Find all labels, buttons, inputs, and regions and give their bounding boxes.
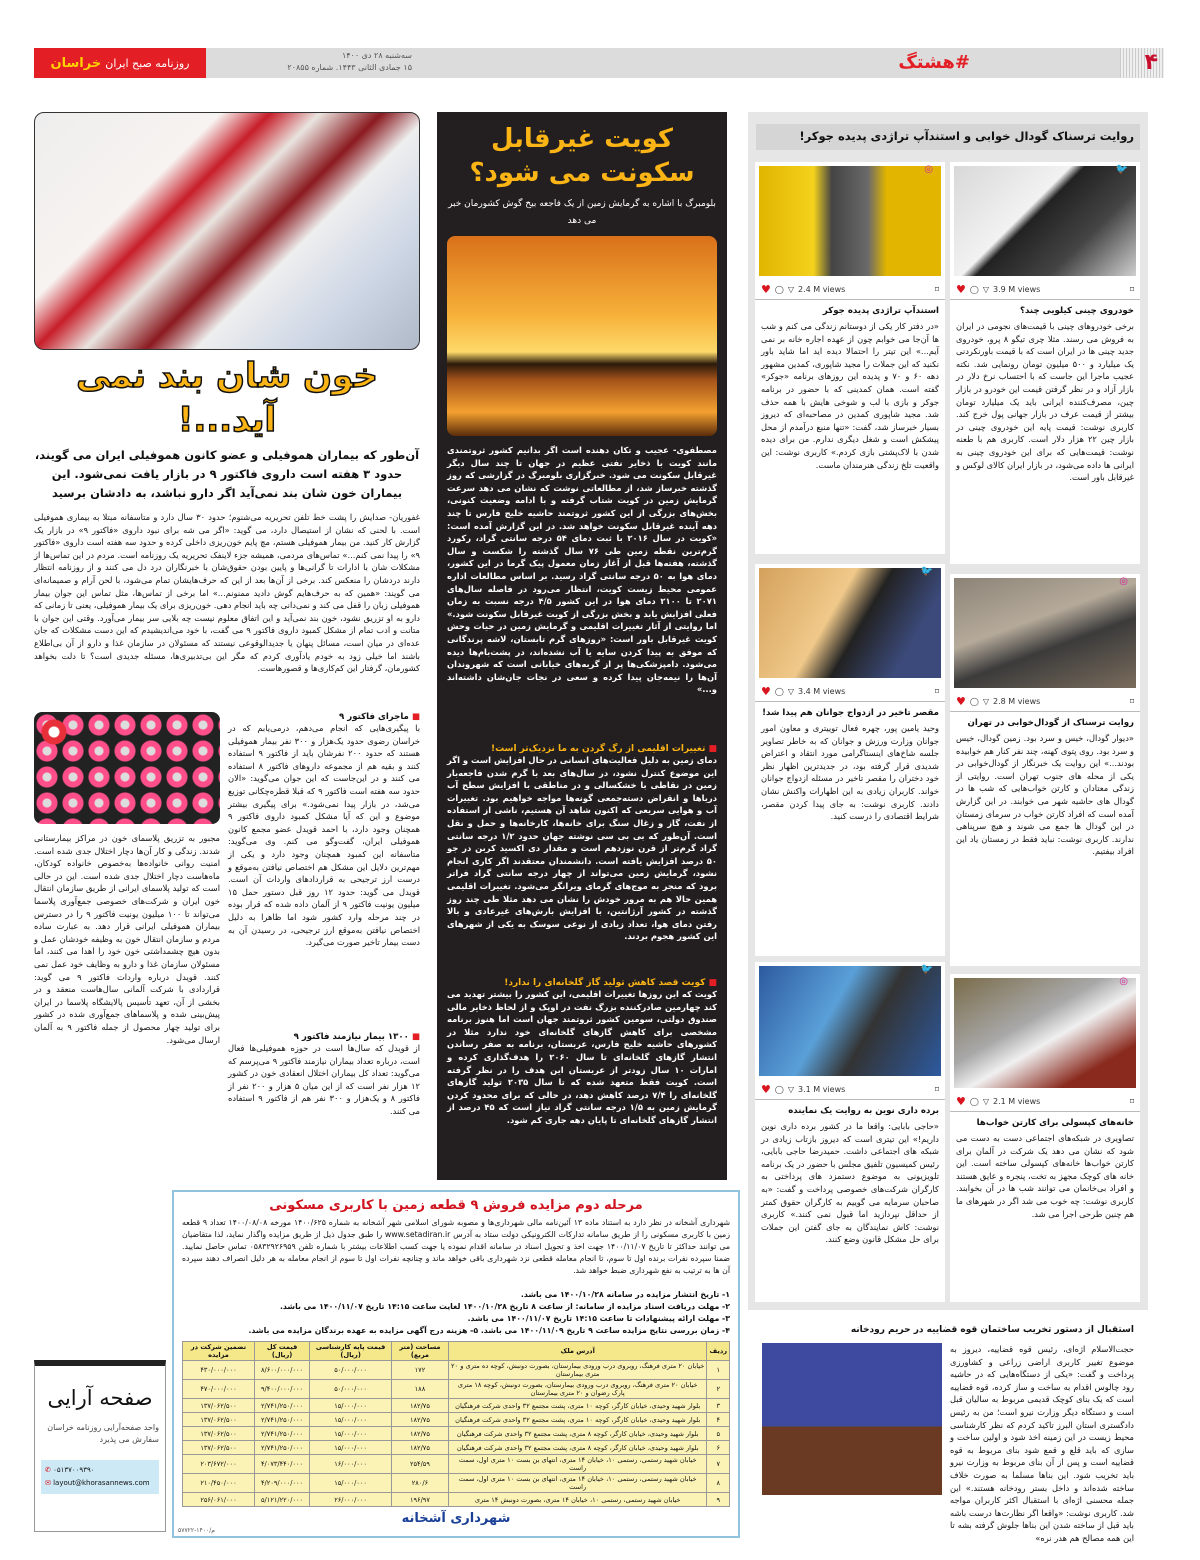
- comment-icon[interactable]: ◯: [774, 285, 784, 294]
- table-row: [183, 1380, 730, 1399]
- post-photo: [759, 568, 941, 678]
- table-cell: ۲/۷۴۱/۲۵۰/۰۰۰: [254, 1427, 309, 1441]
- post-title: خانه‌های کپسولی برای کارتن خواب‌ها: [976, 1118, 1134, 1128]
- share-icon[interactable]: ▽: [787, 687, 794, 696]
- table-header: آدرس ملک: [448, 1342, 707, 1361]
- table-cell: ۱۵/۰۰۰/۰۰۰: [310, 1413, 392, 1427]
- share-icon[interactable]: ▽: [982, 1097, 989, 1106]
- heart-icon[interactable]: ♥: [761, 685, 771, 698]
- post-stats: ♥ ◯ ▽ 3.1 M views ⌑: [755, 1080, 945, 1100]
- post-photo: [759, 966, 941, 1076]
- table-cell: ۵/۱۲۱/۲۲۰/۰۰۰: [254, 1493, 309, 1507]
- judiciary-article: استقبال از دستور تخریب ساختمان قوه قضاییه در حریم رودخانه حجت‌الاسلام اژه‌ای، رئیس قوه قضاییه، دیروز به موضوع تغییر کاربری اراضی زراعی و کشاورزی پرداخت و گفت: «یکی از دستگاه‌هایی که در حاشیه رود چالوس اقدام به ساخت و ساز کرده، قوه قضاییه است که یک بنای کوچک قدیمی مربوط به سالیان قبل است و دستگاه دیگر وزارت نیرو است؛ من به رئیس دادگستری استان البرز تاکید کردم که نظر کارشناسی محیط زیست در این زمینه اخذ شود و اولین ساخت و سازی که باید قلع و قمع شود بنای مربوط به قوه قضاییه است و پس از آن بنای مربوط به وزارت نیرو باید تخریب شود. این بناها مسلما به صورت خلاف ساخته شده‌اند و داخل بستر رودخانه هستند.» این جمله محسنی اژه‌ای با استقبال اکثر کاربران مواجه شد. کاربری نوشت: «واقعا اگر نظارت‌ها درست باشه باید قبل از ساخته شدن این بناها جلوش گرفته بشه تا این همه مصالح هم هدر نره»: [756, 1318, 1140, 1540]
- layout-service-ad: صفحه آرایی واحد صفحه‌آرایی روزنامه خراسان سفارش می پذیرد ✆ ۰۵۱۳۷۰۰۹۳۹۰ ✉ layout@khorasannews.com: [34, 1360, 166, 1532]
- table-header: مساحت (متر مربع): [392, 1342, 449, 1361]
- table-cell: ۲۸۰/۶: [392, 1474, 449, 1493]
- table-cell: ۵۰/۰۰۰/۰۰۰: [310, 1361, 392, 1380]
- table-cell: ۴/۲۰۹/۰۰۰/۰۰۰: [254, 1474, 309, 1493]
- post-body: «در دفتر کار یکی از دوستانم زندگی می کنم و شب ها آن‌جا می خوابم چون از عهده اجاره خانه بر نمی آیم...» این تیتر را احتمالا دیده اید اما شاید باور نکنید که این جملات را مجید شاپوری، کمدین مشهور دهه ۶۰ و ۷۰ و پدیده این روزهای برنامه «جوکر» گفته است. همان کمدینی که با حضور در برنامه جوکر و بازی با لب و شوخی هایش با همه حذف شد. مجید شاپوری کمدین در مصاحبه‌ای که دیروز بسیار خبرساز شد، گفت: «تنها منبع درآمدم از محل پیشکش است و شغل دیگری ندارم. من برای دیده شدن با لاک‌پشتی بازی کردم.» کاربری نوشت: این واقعیت تلخ زندگی هنرمندان ماست.: [761, 321, 939, 470]
- phone-icon: ✆: [45, 1466, 51, 1474]
- table-cell: ۱۶/۰۰۰/۰۰۰: [310, 1455, 392, 1474]
- blood-lead: آن‌طور که بیماران هموفیلی و عضو کانون هموفیلی ایران می گویند، حدود ۳ هفته است داروی فاکتور ۹ در بازار یافت نمی‌شود. این بیماران خون شان بند نمی‌آید اگر دارو نباشد، به دادشان برسید: [34, 448, 420, 500]
- table-cell: ۵: [707, 1427, 730, 1441]
- table-header: قیمت کل (ریال): [254, 1342, 309, 1361]
- table-cell: ۴: [707, 1413, 730, 1427]
- table-cell: بلوار شهید وحیدی، خیابان کارگر، کوچه ۱۰ متری، پشت مجتمع ۳۲ واحدی شرکت فرهنگیان: [448, 1413, 707, 1427]
- instagram-icon: ◎: [1119, 576, 1128, 587]
- table-row: [183, 1413, 730, 1427]
- table-cell: ۲: [707, 1380, 730, 1399]
- table-cell: ۱۵/۰۰۰/۰۰۰: [310, 1474, 392, 1493]
- twitter-icon: 🐦: [1115, 164, 1128, 175]
- table-cell: ۱: [707, 1361, 730, 1380]
- table-row: [183, 1427, 730, 1441]
- social-section-title: روایت ترسناک گودال خوابی و استندآپ تراژدی پدیده جوکر!: [756, 124, 1140, 150]
- bookmark-icon[interactable]: ⌑: [934, 285, 939, 294]
- judiciary-chief-photo: [762, 1343, 942, 1495]
- table-row: [183, 1441, 730, 1455]
- social-post-card[interactable]: [755, 564, 945, 956]
- table-cell: ۲/۷۴۱/۲۵۰/۰۰۰: [254, 1441, 309, 1455]
- table-cell: ۲۰۳/۶۷۲/۰۰۰: [183, 1455, 255, 1474]
- bookmark-icon[interactable]: ⌑: [934, 687, 939, 696]
- table-cell: ۱۸۲/۷۵: [392, 1441, 449, 1455]
- table-row: [183, 1474, 730, 1493]
- post-stats: ♥ ◯ ▽ 3.4 M views ⌑: [755, 682, 945, 702]
- post-photo: [759, 166, 941, 276]
- auction-condition: ۲- مهلت دریافت اسناد مزایده از سامانه: از ساعت ۸ تاریخ ۱۴۰۰/۱۰/۲۸ لغایت ساعت ۱۴:۱۵ تاریخ ۱۴۰۰/۱۱/۰۷ می باشد.: [279, 1302, 730, 1311]
- table-cell: خیابان ۲۰ متری فرهنگ، روبروی درب ورودی بیمارستان، بصورت دونبش، کوچه ۱۸ متری پارک رضوان و ۲۰ متری بیمارستان: [448, 1380, 707, 1399]
- table-cell: ۴۳۰/۰۰۰/۰۰۰: [183, 1361, 255, 1380]
- auction-condition: ۳- مهلت ارائه پیشنهادات تا ساعت ۱۴:۱۵ تاریخ ۱۴۰۰/۱۱/۰۷ می باشد.: [467, 1314, 730, 1323]
- social-post-card[interactable]: [755, 162, 945, 554]
- kuwait-headline: کویت غیرقابل سکونت می شود؟: [469, 124, 695, 188]
- auction-ad: مرحله دوم مزایده فروش ۹ قطعه زمین با کاربری مسکونی شهرداری آشخانه در نظر دارد به استناد ماده ۱۳ آئین‌نامه مالی شهرداری‌ها و مصوبه شورای اسلامی شهر آشخانه به شماره ۱۴۰۰/۶۲۵ مورخه ۱۴۰۰/۰۸/۰۸ تعداد ۹ قطعه زمین با کاربری مسکونی را از طریق سامانه تدارکات الکترونیکی دولت ستاد به آدرس www.setadiran.ir را طبق جدول ذیل از طریق مزایده واگذار نماید، لذا متقاضیان می توانند حداکثر تا تاریخ ۱۴۰۰/۱۱/۰۷ جهت اخذ و تحویل اسناد در سامانه اقدام نموده یا جهت کسب اطلاعات بیشتر با شماره تلفن ۰۵۸۳۲۹۲۶۹۵۹ تماس حاصل نمایید. ضمنا سپرده نفرات برنده اول تا سوم، تا انجام معامله قطعی نزد شهرداری باقی خواهد ماند و چنانچه نفرات اول تا سوم از انجام معامله به هر دلیل انصراف دهند سپرده آن ها به ترتیب به نفع شهرداری ضبط خواهد شد. ۱- تاریخ انتشار مزایده در سامانه ۱۴۰۰/۱۰/۲۸ می باشد. ۲- مهلت دریافت اسناد مزایده از سامانه: از ساعت ۸ تاریخ ۱۴۰۰/۱۰/۲۸ لغایت ساعت ۱۴:۱۵ تاریخ ۱۴۰۰/۱۱/۰۷ می باشد. ۳- مهلت ارائه پیشنهادات تا ساعت ۱۴:۱۵ تاریخ ۱۴۰۰/۱۱/۰۷ می باشد. ۴- زمان بررسی نتایج مزایده ساعت ۹ تاریخ ۱۴۰۰/۱۱/۰۹ می باشد. ۵- هزینه درج آگهی مزایده به عهده برندگان مزایده می باشد. ردیف آدرس ملک مساحت (متر مربع) قیمت پایه کارشناسی (ریال) قیمت کل (ریال) تضمین شرکت در مزایده ۱ خیابان ۲۰ متری فرهنگ، روبروی درب ورودی بیمارستان، بصورت دونبش، کوچه ده متری و ۲۰ متری بیمارستان ۱۷۲ ۵۰/۰۰۰/۰۰۰ ۸/۶۰۰/۰۰۰/۰۰۰ ۴۳۰/۰۰۰/۰۰۰ ۲ خیابان ۲۰ متری فرهنگ، روبروی درب ورودی بیمارستان، بصورت دونبش، کوچه ۱۸ متری پارک رضوان و ۲۰ متری بیمارستان ۱۸۸ ۵۰/۰۰۰/۰۰۰ ۹/۴۰۰/۰۰۰/۰۰۰ ۴۷۰/۰۰۰/۰۰۰ ۳ بلوار شهید وحیدی، خیابان کارگر، کوچه ۱۰ متری، پشت مجتمع ۳۲ واحدی شرکت فرهنگیان ۱۸۲/۷۵ ۱۵/۰۰۰/۰۰۰ ۲/۷۴۱/۲۵۰/۰۰۰ ۱۳۷/۰۶۲/۵۰۰ ۴ بلوار شهید وحیدی، خیابان کارگر، کوچه ۱۰ متری، پشت مجتمع ۳۲ واحدی شرکت فرهنگیان ۱۸۲/۷۵ ۱۵/۰۰۰/۰۰۰ ۲/۷۴۱/۲۵۰/۰۰۰ ۱۳۷/۰۶۲/۵۰۰ ۵ بلوار شهید وحیدی، خیابان کارگر، کوچه ۸ متری، پشت مجتمع ۳۲ واحدی شرکت فرهنگیان ۱۸۲/۷۵ ۱۵/۰۰۰/۰۰۰ ۲/۷۴۱/۲۵۰/۰۰۰ ۱۳۷/۰۶۲/۵۰۰ ۶ بلوار شهید وحیدی، خیابان کارگر، کوچه ۸ متری، پشت مجتمع ۳۲ واحدی شرکت فرهنگیان ۱۸۲/۷۵ ۱۵/۰۰۰/۰۰۰ ۲/۷۴۱/۲۵۰/۰۰۰ ۱۳۷/۰۶۲/۵۰۰ ۷ خیابان شهید رستمی، رستمی ۱۰، خیابان ۱۴ متری، انتهای بن بست ۱۰ متری اول، سمت راست ۲۵۴/۵۹ ۱۶/۰۰۰/۰۰۰ ۴/۰۷۳/۴۴۰/۰۰۰ ۲۰۳/۶۷۲/۰۰۰ ۸ خیابان شهید رستمی، رستمی ۱۰، خیابان ۱۴ متری، انتهای بن بست ۱۰ متری اول، سمت راست ۲۸۰/۶ ۱۵/۰۰۰/۰۰۰ ۴/۲۰۹/۰۰۰/۰۰۰ ۲۱۰/۴۵۰/۰۰۰ ۹ خیابان شهید رستمی، رستمی ۱۰، خیابان ۱۴ متری، بصورت دونبش ۱۴ متری ۱۹۶/۹۷ ۲۶/۰۰۰/۰۰۰ ۵/۱۲۱/۲۲۰/۰۰۰ ۲۵۶/۰۶۱/۰۰۰ شهرداری آشخانه م/۱۴۰۰-۵۷۷۲۲: [172, 1190, 740, 1538]
- twitter-icon: 🐦: [920, 566, 933, 577]
- newspaper-logo[interactable]: خراسان روزنامه صبح ایران: [34, 48, 206, 78]
- post-title: استندآپ تراژدی پدیده جوکر: [822, 306, 939, 316]
- heart-icon[interactable]: ♥: [761, 1083, 771, 1096]
- blood-column-right: ■ ماجرای فاکتور ۹ با پیگیری‌هایی که انجام می‌دهم، درمی‌یابم که در خراسان رضوی حدود یک‌هزار و ۳۰۰ نفر بیمار هموفیلی هستند که حدود ۲۰۰ نفرشان باید از فاکتور ۹ استفاده کنند و بقیه هم از مجموعه داروهای فاکتور ۸ استفاده می کنند و در این‌جاست که این جوان می‌گوید: «الان حدود سه هفته است فاکتور ۹ که قبلا قطره‌چکانی توزیع می‌شد، در بازار پیدا نمی‌شود.» برای پیگیری بیشتر موضوع و این که آیا مشکل کمبود داروی فاکتور ۹ همچنان وجود دارد، با احمد قویدل عضو مجمع کانون هموفیلی ایران، گفت‌وگو می کنم. وی می‌گوید: متاسفانه این کمبود همچنان وجود دارد و یکی از مهم‌ترین دلایل این مشکل هم اختصاص نیافتن به‌موقع و درست ارز ترجیحی به قراردادهای واردات آن است. قویدل می گوید: حدود ۱۲ روز قبل دستور حمل ۱۵ میلیون یونیت فاکتور ۹ از آلمان داده شده که قرار بوده در چند مرحله وارد کشور شود اما ظاهرا به دلیل اختصاص نیافتن به‌موقع ارز ترجیحی، در رسیدن آن به دست بیمار تاخیر صورت می‌گیرد. ■ ۱۳۰۰ بیمار نیازمند فاکتور ۹ از قویدل که سال‌ها است در حوزه هموفیلی‌ها فعال است، درباره تعداد بیماران نیازمند فاکتور ۹ می‌پرسم که می‌گوید: تعداد کل بیماران اختلال انعقادی خون در کشور ۱۲ هزار نفر است که از این میان ۵ هزار و ۲۰۰ نفر از فاکتور ۸ و یک‌هزار و ۳۰۰ نفر هم از فاکتور ۹ استفاده می کنند.: [228, 712, 420, 1327]
- post-stats: ♥ ◯ ▽ 3.9 M views ⌑: [950, 280, 1140, 300]
- table-cell: ۸/۶۰۰/۰۰۰/۰۰۰: [254, 1361, 309, 1380]
- social-post-card[interactable]: [950, 574, 1140, 966]
- share-icon[interactable]: ▽: [787, 1085, 794, 1094]
- table-cell: ۹/۴۰۰/۰۰۰/۰۰۰: [254, 1380, 309, 1399]
- table-cell: ۵۰/۰۰۰/۰۰۰: [310, 1380, 392, 1399]
- table-cell: ۲۵۴/۵۹: [392, 1455, 449, 1474]
- table-cell: ۸: [707, 1474, 730, 1493]
- table-header: تضمین شرکت در مزایده: [183, 1342, 255, 1361]
- kuwait-lead: بلومبرگ با اشاره به گرمایش زمین از یک فاجعه بیخ گوش کشورمان خبر می دهد: [448, 199, 716, 226]
- auction-signature: شهرداری آشخانه: [401, 1511, 511, 1526]
- table-cell: ۱۸۲/۷۵: [392, 1399, 449, 1413]
- table-row: [183, 1455, 730, 1474]
- table-cell: ۱۸۲/۷۵: [392, 1427, 449, 1441]
- email-row[interactable]: ✉ layout@khorasannews.com: [45, 1479, 150, 1487]
- table-cell: ۶: [707, 1441, 730, 1455]
- table-cell: ۱۳۷/۰۶۲/۵۰۰: [183, 1413, 255, 1427]
- table-cell: خیابان شهید رستمی، رستمی ۱۰، خیابان ۱۴ متری، انتهای بن بست ۱۰ متری اول، سمت راست: [448, 1455, 707, 1474]
- table-row: [183, 1399, 730, 1413]
- table-cell: ۱۳۷/۰۶۲/۵۰۰: [183, 1427, 255, 1441]
- table-cell: ۱۸۸: [392, 1380, 449, 1399]
- table-cell: بلوار شهید وحیدی، خیابان کارگر، کوچه ۸ متری، پشت مجتمع ۳۲ واحدی شرکت فرهنگیان: [448, 1427, 707, 1441]
- bookmark-icon[interactable]: ⌑: [934, 1085, 939, 1094]
- table-header: ردیف: [707, 1342, 730, 1361]
- blood-bag-photo: [34, 112, 420, 350]
- table-cell: ۱۹۶/۹۷: [392, 1493, 449, 1507]
- table-cell: ۱۳۷/۰۶۲/۵۰۰: [183, 1441, 255, 1455]
- heart-icon[interactable]: ♥: [956, 1095, 966, 1108]
- share-icon[interactable]: ▽: [982, 697, 989, 706]
- share-icon[interactable]: ▽: [982, 285, 989, 294]
- table-cell: ۲۱۰/۴۵۰/۰۰۰: [183, 1474, 255, 1493]
- post-stats: ♥ ◯ ▽ 2.8 M views ⌑: [950, 692, 1140, 712]
- share-icon[interactable]: ▽: [787, 285, 794, 294]
- post-body: تصاویری در شبکه‌های اجتماعی دست به دست می شود که نشان می دهد یک شرکت در آلمان برای کارتن خواب‌ها خانه‌های کپسولی ساخته است. این خانه های کوچک مجهز به تخت، پنجره و عایق هستند و افراد بی‌خانمان می توانند شب ها در آن بخوابند. کاربری نوشت: چه خوب می شد اگر در شهرهای ما هم چنین طرحی اجرا می شد.: [956, 1133, 1134, 1219]
- post-photo: [954, 166, 1136, 276]
- social-post-card[interactable]: [950, 974, 1140, 1302]
- post-title: خودروی چینی کیلویی چند؟: [1019, 306, 1134, 316]
- post-title: مقصر تاخیر در ازدواج جوانان هم پیدا شد!: [762, 708, 939, 718]
- blood-headline: خون شان بند نمی آید...!: [76, 356, 378, 440]
- ad-code: م/۱۴۰۰-۵۷۷۲۲: [178, 1527, 215, 1534]
- table-cell: خیابان ۲۰ متری فرهنگ، روبروی درب ورودی بیمارستان، بصورت دونبش، کوچه ده متری و ۲۰ متری بیمارستان: [448, 1361, 707, 1380]
- social-post-card[interactable]: [950, 162, 1140, 564]
- page-number: ۴: [1120, 48, 1164, 78]
- post-stats: ♥ ◯ ▽ 2.1 M views ⌑: [950, 1092, 1140, 1112]
- social-post-card[interactable]: [755, 962, 945, 1302]
- issue-date: سه‌شنبه ۲۸ دی ۱۴۰۰ ۱۵ جمادی الثانی ۱۴۴۳. شماره ۲۰۸۵۵: [287, 51, 412, 72]
- table-row: [183, 1361, 730, 1380]
- comment-icon[interactable]: ◯: [774, 1085, 784, 1094]
- table-cell: ۱۷۲: [392, 1361, 449, 1380]
- post-photo: [954, 578, 1136, 688]
- table-cell: ۹: [707, 1493, 730, 1507]
- table-cell: بلوار شهید وحیدی، خیابان کارگر، کوچه ۸ متری، پشت مجتمع ۳۲ واحدی شرکت فرهنگیان: [448, 1441, 707, 1455]
- heart-icon[interactable]: ♥: [956, 283, 966, 296]
- blood-body: غفوریان- صدایش را پشت خط تلفن تحریریه می‌شنوم؛ حدود ۳۰ سال دارد و متاسفانه مبتلا به بیماری هموفیلی است. با لحنی که نشان از استیصال دارد، می گوید: «اگر می شه برای نبود داروی «فاکتور ۹» در بازار یک گزارش کار کنید. من بیمار هموفیلی هستم، مچ پایم خون‌ریزی داخلی کرده و حدود سه هفته است داروی «فاکتور ۹» را پیدا نمی کنم...» تماس‌های مردمی، همیشه جزء لاینفک تحریریه یک روزنامه است. مردم در این تماس‌ها از مشکلات شان با ادارات تا گرانی‌ها و پایین بودن حقوق‌شان با خبرنگاران درد دل می کنند و از روزنامه انتظار دارند دردشان را منعکس کند. برخی از آن‌ها بعد از این که حرف‌هایشان تمام می‌شود، با لحن آرام و صمیمانه‌ای می گویند: «همین که به حرف‌هایم گوش دادید ممنونم...» اما برخی از تماس‌ها، مثل تماس این جوان بیمار هموفیلی زبان را قفل می کند و نمی‌دانی چه باید انجام دهی. خون‌ریزی برای یک بیمار هموفیلی، یعنی تا زمانی که دارو به او تزریق نشود، خون بند نمی‌آید و این اتفاق معلوم نیست چه بلایی سر بیمار می‌آورد. وقتی این جوان با متانت و ادب تمام از مشکل کمبود داروی فاکتور ۹ می گفت، با خود می‌اندیشیدم که این دست مشکلات که جان عده‌ای در میان است، مسائل پنهان یا جدیدالوقوعی نیستند که مسئولان در سازمان غذا و دارو از آن بی‌اطلاع باشند اما خیلی زود به خودم یادآوری کردم که مگر این بی‌تدبیری‌ها، مسئله جدیدی است؟ تا دلت بخواهد کشورمان، گرفتار این کم‌کاری‌ها و قصورهاست.: [34, 512, 420, 674]
- table-cell: ۱۸۲/۷۵: [392, 1413, 449, 1427]
- table-cell: ۷: [707, 1455, 730, 1474]
- blood-article-top: [34, 354, 420, 698]
- table-row: [183, 1493, 730, 1507]
- table-cell: ۴۷۰/۰۰۰/۰۰۰: [183, 1380, 255, 1399]
- section-title: #هشتگ: [898, 52, 970, 73]
- table-cell: ۴/۰۷۳/۴۴۰/۰۰۰: [254, 1455, 309, 1474]
- table-cell: ۲۶/۰۰۰/۰۰۰: [310, 1493, 392, 1507]
- judiciary-body: حجت‌الاسلام اژه‌ای، رئیس قوه قضاییه، دیروز به موضوع تغییر کاربری اراضی زراعی و کشاورزی پرداخت و گفت: «یکی از دستگاه‌هایی که در حاشیه رود چالوس اقدام به ساخت و ساز کرده، قوه قضاییه است که یک بنای کوچک قدیمی مربوط به سالیان قبل است و دستگاه دیگر وزارت نیرو است؛ من به رئیس دادگستری استان البرز تاکید کردم که نظر کارشناسی محیط زیست در این زمینه اخذ شود و اولین ساخت و سازی که باید قلع و قمع شود بنای مربوط به قوه قضاییه است و پس از آن بنای مربوط به وزارت نیرو باید تخریب شود. این بناها مسلما به صورت خلاف ساخته شده‌اند و داخل بستر رودخانه هستند.» این جمله محسنی اژه‌ای با استقبال اکثر کاربران مواجه شد. کاربری نوشت: «واقعا اگر نظارت‌ها درست باشه باید قبل از ساخته شدن این بناها جلوش گرفته بشه تا این همه مصالح هم هدر نره»: [950, 1344, 1134, 1543]
- table-cell: خیابان شهید رستمی، رستمی ۱۰، خیابان ۱۴ متری، بصورت دونبش ۱۴ متری: [448, 1493, 707, 1507]
- post-body: «دیوار گودال، خیس و سرد بود. زمین گودال، خیس و سرد بود. روی پتوی کهنه، چند نفر کنار هم خوابیده بودند...» این روایت یک خبرنگار از گودال‌خوابی در یکی از محله های جنوب تهران است. روایتی از زندگی معتادان و کارتن خواب‌هایی که شب ها در گودال های حاشیه شهر می خوابند. در این گزارش آمده است که افراد کارتن خواب در سرمای زمستان در این گودال ها جمع می شوند و هیچ سرپناهی ندارند. کاربری نوشت: نباید فقط در زمستان یاد این افراد بیفتیم.: [956, 733, 1134, 857]
- table-cell: بلوار شهید وحیدی، خیابان کارگر، کوچه ۱۰ متری، پشت مجتمع ۳۲ واحدی شرکت فرهنگیان: [448, 1399, 707, 1413]
- table-cell: ۱۳۷/۰۶۲/۵۰۰: [183, 1399, 255, 1413]
- table-cell: ۱۵/۰۰۰/۰۰۰: [310, 1441, 392, 1455]
- post-stats: ♥ ◯ ▽ 2.4 M views ⌑: [755, 280, 945, 300]
- comment-icon[interactable]: ◯: [969, 697, 979, 706]
- post-body: برخی خودروهای چینی با قیمت‌های نجومی در ایران به فروش می رسند. مثلا چری تیگو ۸ پرو، خودروی جدید چینی ها در ایران است که با قیمت باورنکردنی یک میلیارد و ۵۰۰ میلیون تومان رونمایی شد. نکته عجیب ماجرا این جاست که با احتساب نرخ دلار در بازار آزاد و در نظر گرفتن قیمت این خودرو در بازار چین، مصرف‌کننده ایرانی باید یک میلیارد تومان بیشتر از قیمت عرف در بازار جهانی پول خرج کند. کاربری نوشت: قیمت پایه این خودروی چینی در بازار چین ۲۲ هزار دلار است. کاربری هم با طعنه نوشت: قیمت‌هایی که برای این خودروی چینی به ایرانی ها داده می‌شود، در بازار ایران کالای لوکس و غیرقابل باور است.: [956, 321, 1134, 483]
- bookmark-icon[interactable]: ⌑: [1129, 1097, 1134, 1106]
- mail-icon: ✉: [45, 1479, 51, 1487]
- phone-row[interactable]: ✆ ۰۵۱۳۷۰۰۹۳۹۰: [45, 1466, 95, 1474]
- heart-icon[interactable]: ♥: [761, 283, 771, 296]
- table-cell: ۱۵/۰۰۰/۰۰۰: [310, 1399, 392, 1413]
- table-cell: ۲/۷۴۱/۲۵۰/۰۰۰: [254, 1399, 309, 1413]
- table-cell: ۲۵۶/۰۶۱/۰۰۰: [183, 1493, 255, 1507]
- table-cell: ۲/۷۴۱/۲۵۰/۰۰۰: [254, 1413, 309, 1427]
- twitter-icon: 🐦: [920, 964, 933, 975]
- comment-icon[interactable]: ◯: [969, 285, 979, 294]
- blood-column-left: مجبور به تزریق پلاسمای خون در مراکز بیمارستانی شدند. زندگی و کار آن‌ها دچار اختلال جدی شده است. امنیت روانی خانواده‌ها به‌خصوص خانواده کودکان، ماه‌هاست دچار اختلال جدی شده است. این در حالی است که تولید پلاسمای ایرانی از طریق سازمان انتقال خون ایران و شرکت‌های خصوصی جمع‌آوری پلاسما می‌تواند تا ۱۰۰ میلیون یونیت فاکتور ۹ را در دسترس بیماران هموفیلی ایرانی قرار دهد. به عبارت ساده مردم و سازمان انتقال خون به وظیفه خودشان عمل و بدون هیچ چشمداشتی خون خود را اهدا می کنند، اما مسئولان سازمان غذا و دارو به وظایف خود عمل نمی کنند. قویدل درباره واردات فاکتور ۹ می گوید: قراردادی با شرکت آلمانی سال‌هاست منعقد و در بخشی از آن، تعهد تأسیس پالایشگاه پلاسما در ایران پیش‌بینی شده و پلاسماهای جمع‌آوری شده در کشور برای تولید چهار محصول از جمله فاکتور ۹ به آلمان ارسال می‌شود.: [34, 833, 220, 1045]
- table-cell: خیابان شهید رستمی، رستمی ۱۰، خیابان ۱۴ متری، انتهای بن بست ۱۰ متری اول، سمت راست: [448, 1474, 707, 1493]
- post-photo: [954, 978, 1136, 1088]
- heart-icon[interactable]: ♥: [956, 695, 966, 708]
- auction-condition: ۱- تاریخ انتشار مزایده در سامانه ۱۴۰۰/۱۰/۲۸ می باشد.: [520, 1290, 730, 1299]
- comment-icon[interactable]: ◯: [969, 1097, 979, 1106]
- bookmark-icon[interactable]: ⌑: [1129, 285, 1134, 294]
- bookmark-icon[interactable]: ⌑: [1129, 697, 1134, 706]
- auction-condition: ۴- زمان بررسی نتایج مزایده ساعت ۹ تاریخ ۱۴۰۰/۱۱/۰۹ می باشد. ۵- هزینه درج آگهی مزایده به عهده برندگان مزایده می باشد.: [248, 1326, 730, 1335]
- table-cell: ۳: [707, 1399, 730, 1413]
- auction-table: [182, 1341, 730, 1507]
- comment-icon[interactable]: ◯: [774, 687, 784, 696]
- kuwait-sunset-photo: [447, 236, 717, 436]
- post-title: برده داری نوین به روایت یک نماینده: [788, 1106, 939, 1116]
- post-title: روایت ترسناک از گودال‌خوابی در تهران: [967, 718, 1134, 728]
- post-body: «حاجی بابایی: واقعا ما در کشور برده داری نوین داریم!» این تیتری است که دیروز بازتاب زیادی در شبکه های اجتماعی داشت. حمیدرضا حاجی بابایی، رئیس کمیسیون تلفیق مجلس با حضور در یک برنامه تلویزیونی به موضوع دستمزد های پرداختی به کارگران شرکت‌های خصوصی پرداخت و گفت: «به صاحبان سرمایه می گوییم به کارگران حقوق کمتر از حداقل نپردازید اما قبول نمی کنند.» کاربری نوشت: کاش نمایندگان به جای گفتن این جملات برای حل مشکل قانون وضع کنند.: [761, 1121, 939, 1245]
- instagram-icon: ◎: [924, 164, 933, 175]
- table-cell: ۱۵/۰۰۰/۰۰۰: [310, 1427, 392, 1441]
- test-tubes-photo: [34, 712, 220, 824]
- post-body: وحید یامین پور، چهره فعال توییتری و معاون امور جوانان وزارت ورزش و جوانان که به خاطر تصاویر جلسه شاخ‌های اینستاگرامی مورد انتقاد و اعتراض شدیدی قرار گرفته بود، در جدیدترین اظهار نظر خود دختران را مقصر تاخیر در مسئله ازدواج جوانان خواند. کاربران زیادی به این اظهارات واکنش نشان دادند. کاربری نوشت: به جای پیدا کردن مقصر، شرایط اقتصادی را درست کنید.: [761, 723, 939, 822]
- kuwait-article: کویت غیرقابل سکونت می شود؟ بلومبرگ با اشاره به گرمایش زمین از یک فاجعه بیخ گوش کشورمان خبر می دهد مصطفوی- عجیب و تکان دهنده است اگر بدانیم کشور ثروتمندی مانند کویت با ذخایر نفتی عظیم در جهان تا چند سال دیگر غیرقابل سکونت می شود. خبرگزاری بلومبرگ در گزارشی که روز گذشته خبرساز شد، از مطالعاتی نوشت که نشان می دهد سرعت گرمایش زمین در کویت شتاب گرفته و با ادامه وضعیت کنونی، بخش‌های بزرگی از این کشور ثروتمند حاشیه خلیج فارس تا چند دهه آینده غیرقابل سکونت خواهد شد. در این گزارش آمده است: «کویت در سال ۲۰۱۶ با ثبت دمای ۵۴ درجه سانتی گراد، رکورد گرم‌ترین نقطه زمین طی ۷۶ سال گذشته را شکست و سال گذشته، هفته‌ها قبل از آغاز زمان معمول پیک گرما در این کشور، دمای هوا به ۵۰ درجه سانتی گراد رسید. بر اساس مطالعات اداره عمومی محیط زیست کویت، انتظار می‌رود در فاصله سال‌های ۲۰۷۱ تا ۲۱۰۰ دمای هوا در این کشور ۴/۵ درجه نسبت به زمان فعلی افزایش یابد و بخش بزرگی از کویت غیرقابل سکونت شود.» اما روایتی از آثار تغییرات اقلیمی و گرمایش زمین در حیات وحش کویت غیرقابل باور است: «روزهای گرم تابستان، لاشه پرندگانی که موفق به پیدا کردن سایه یا آب نشده‌اند، در پشت‌بام‌ها دیده می‌شود. دامپزشکی‌ها پر از گربه‌های خیابانی است که شهروندان آن‌ها را نیمه‌جان پیدا کرده و سعی در نجات جان‌شان داشته‌اند و...» ■ تغییرات اقلیمی از رگ گردن به ما نزدیک‌تر است! دمای زمین به دلیل فعالیت‌های انسانی در حال افزایش است و اگر این موضوع کنترل نشود، در سال‌های بعد با گرم شدن فاجعه‌بار زمین در نقاطی با خشکسالی و در مناطقی با افزایش سطح آب دریاها و انقراض دسته‌جمعی گونه‌ها مواجه خواهیم بود. تغییرات آب و هوایی سریعی که اکنون شاهد آن هستیم، ناشی از استفاده از نفت، گاز و زغال سنگ برای خانه‌ها، کارخانه‌ها و حمل و نقل است. آن‌طور که بی بی سی نوشته جهان حدود ۱/۲ درجه سانتی گراد گرم‌تر از قرن نوزدهم است و مقدار دی اکسید کربن در جو ۵۰ درصد افزایش یافته است. دانشمندان معتقدند اگر کاری انجام نشود، گرمایش زمین می‌تواند از چهار درجه سانتی گراد فراتر برود که منجر به موج‌های گرمای ویرانگر می‌شود. تغییرات اقلیمی همین حالا هم به مرور خودش را نشان می دهد مثلا طی چند روز گذشته در کشور آرژانتین، با افزایش بارش‌های غیرعادی و بالا رفتن دمای هوا، تعداد زیادی از نوعی سوسک به یکی از شهرهای این کشور هجوم بردند. ■ کویت قصد کاهش تولید گاز گلخانه‌ای را ندارد! کویت که این روزها تغییرات اقلیمی، این کشور را بیشتر تهدید می کند چهارمین صادرکننده بزرگ نفت در اوپک و از لحاظ ذخایر مالی صندوق دولتی، سومین کشور ثروتمند جهان است اما هنوز برنامه مشخصی برای کاهش گازهای گلخانه‌ای خود ندارد مثلا در کشورهای حاشیه خلیج فارس، عربستان، برنامه به صفر رساندن انتشار گازهای گلخانه‌ای تا سال ۲۰۶۰ را هدف‌گذاری کرده و امارات ۱۰ سال زودتر از عربستان این هدف را در نظر گرفته است. کویت فقط متعهد شده که تا سال ۲۰۳۵ تولید گازهای گلخانه‌ای را ۷/۴ درصد کاهش دهد، در حالی که برای محدود کردن گرمایش زمین به ۱/۵ درجه سانتی گراد نیاز است که ۴۵ درصد از انتشار گازهای گلخانه‌ای تا پایان دهه جاری کم شود.: [437, 112, 727, 1180]
- table-header: قیمت پایه کارشناسی (ریال): [310, 1342, 392, 1361]
- instagram-icon: ◎: [1119, 976, 1128, 987]
